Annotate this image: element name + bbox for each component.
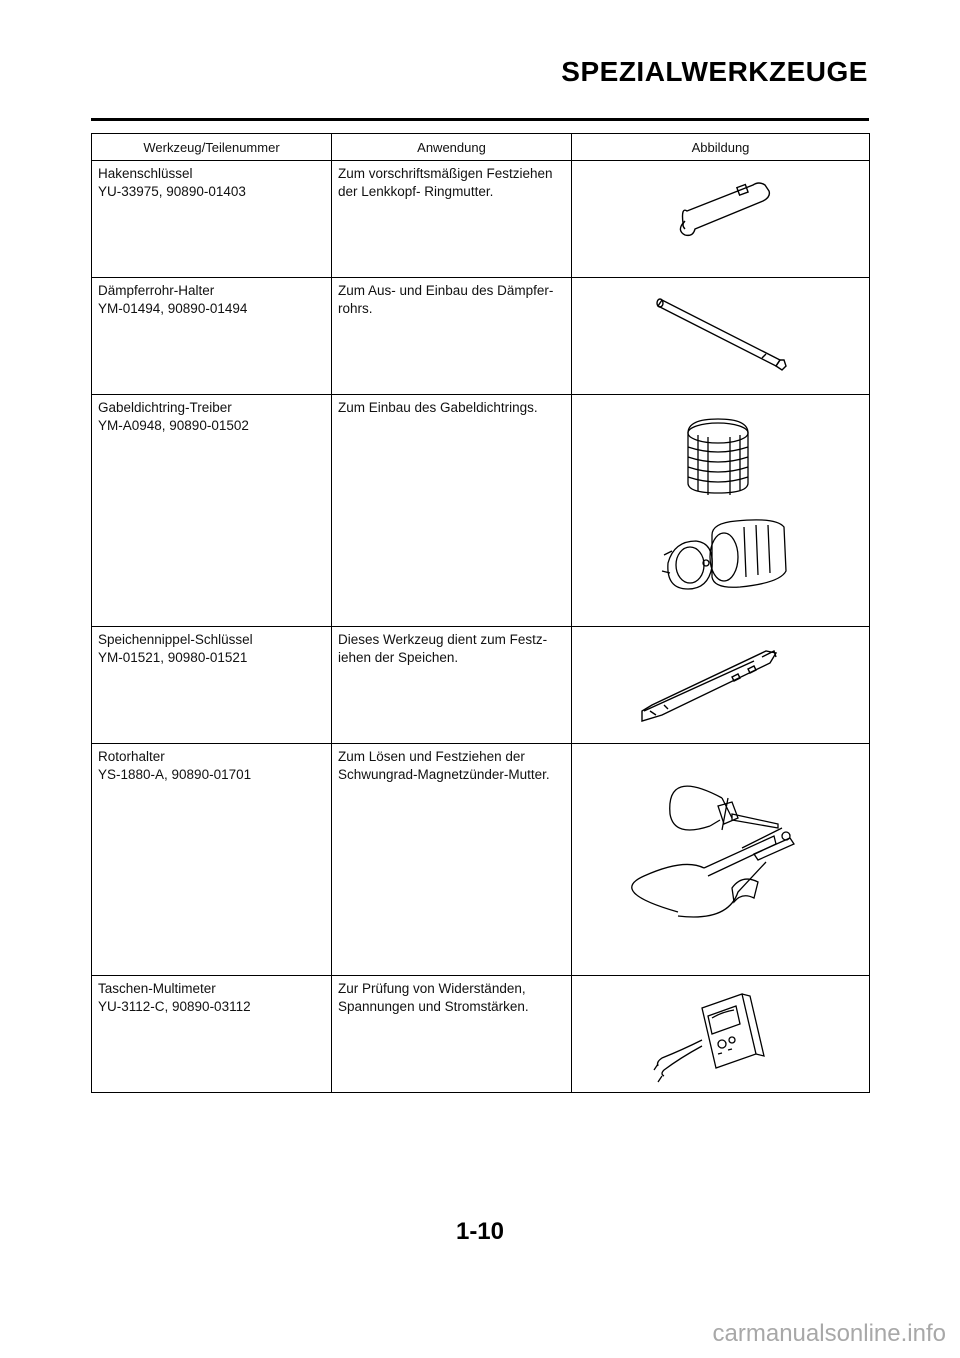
use-cell	[332, 744, 572, 976]
part-number: YM-01521, 90980-01521	[98, 650, 248, 665]
tool-cell	[92, 161, 332, 278]
illustration-cell	[572, 976, 870, 1093]
column-header-use: Anwendung	[332, 134, 572, 161]
part-number: YU-3112-C, 90890-03112	[98, 999, 251, 1014]
watermark: carmanualsonline.info	[712, 1320, 946, 1347]
use-text: rohrs.	[338, 301, 373, 316]
part-number: YS-1880-A, 90890-01701	[98, 767, 252, 782]
use-cell	[332, 278, 572, 395]
column-header-illustration: Abbildung	[572, 134, 870, 161]
tool-cell	[92, 278, 332, 395]
tool-cell	[92, 627, 332, 744]
table-row	[92, 744, 870, 976]
special-tools-table	[91, 133, 870, 1093]
use-text: Zum Lösen und Festziehen der	[338, 749, 525, 764]
use-text: Zum Einbau des Gabeldichtrings.	[338, 400, 538, 415]
tool-name: Hakenschlüssel	[98, 166, 193, 181]
hook-wrench-illustration	[572, 161, 870, 277]
tool-name: Gabeldichtring-Treiber	[98, 400, 232, 415]
tool-cell	[92, 744, 332, 976]
illustration-cell	[572, 744, 870, 976]
use-cell	[332, 161, 572, 278]
part-number: YM-01494, 90890-01494	[98, 301, 248, 316]
use-text: Zum Aus- und Einbau des Dämpfer-	[338, 283, 554, 298]
use-cell	[332, 395, 572, 627]
tool-name: Taschen-Multimeter	[98, 981, 216, 996]
use-text: der Lenkkopf- Ringmutter.	[338, 184, 494, 199]
use-text: Schwungrad-Magnetzünder-Mutter.	[338, 767, 550, 782]
tool-cell	[92, 976, 332, 1093]
use-cell	[332, 627, 572, 744]
tool-cell	[92, 395, 332, 627]
table-header-row	[92, 134, 870, 161]
page-title: SPEZIALWERKZEUGE	[561, 56, 868, 87]
part-number: YM-A0948, 90890-01502	[98, 418, 249, 433]
tool-name: Dämpferrohr-Halter	[98, 283, 215, 298]
fork-seal-driver-illustration	[572, 395, 870, 626]
use-text: Zur Prüfung von Widerständen,	[338, 981, 526, 996]
illustration-cell	[572, 627, 870, 744]
table-row	[92, 395, 870, 627]
use-text: Spannungen und Stromstärken.	[338, 999, 529, 1014]
table-row	[92, 161, 870, 278]
title-rule	[91, 118, 869, 121]
use-cell	[332, 976, 572, 1093]
table-row	[92, 278, 870, 395]
use-text: Zum vorschriftsmäßigen Festziehen	[338, 166, 553, 181]
spoke-wrench-illustration	[572, 627, 870, 743]
use-text: Dieses Werkzeug dient zum Festz-	[338, 632, 548, 647]
rotor-holder-illustration	[572, 744, 870, 975]
page-number: 1-10	[455, 1218, 505, 1245]
column-header-tool: Werkzeug/Teilenummer	[92, 134, 332, 161]
illustration-cell	[572, 278, 870, 395]
use-text: iehen der Speichen.	[338, 650, 459, 665]
part-number: YU-33975, 90890-01403	[98, 184, 246, 199]
table-row	[92, 976, 870, 1093]
tool-name: Rotorhalter	[98, 749, 165, 764]
illustration-cell	[572, 161, 870, 278]
illustration-cell	[572, 395, 870, 627]
table-row	[92, 627, 870, 744]
pocket-multimeter-illustration	[572, 976, 870, 1092]
tool-name: Speichennippel-Schlüssel	[98, 632, 253, 647]
damper-rod-holder-illustration	[572, 278, 870, 394]
